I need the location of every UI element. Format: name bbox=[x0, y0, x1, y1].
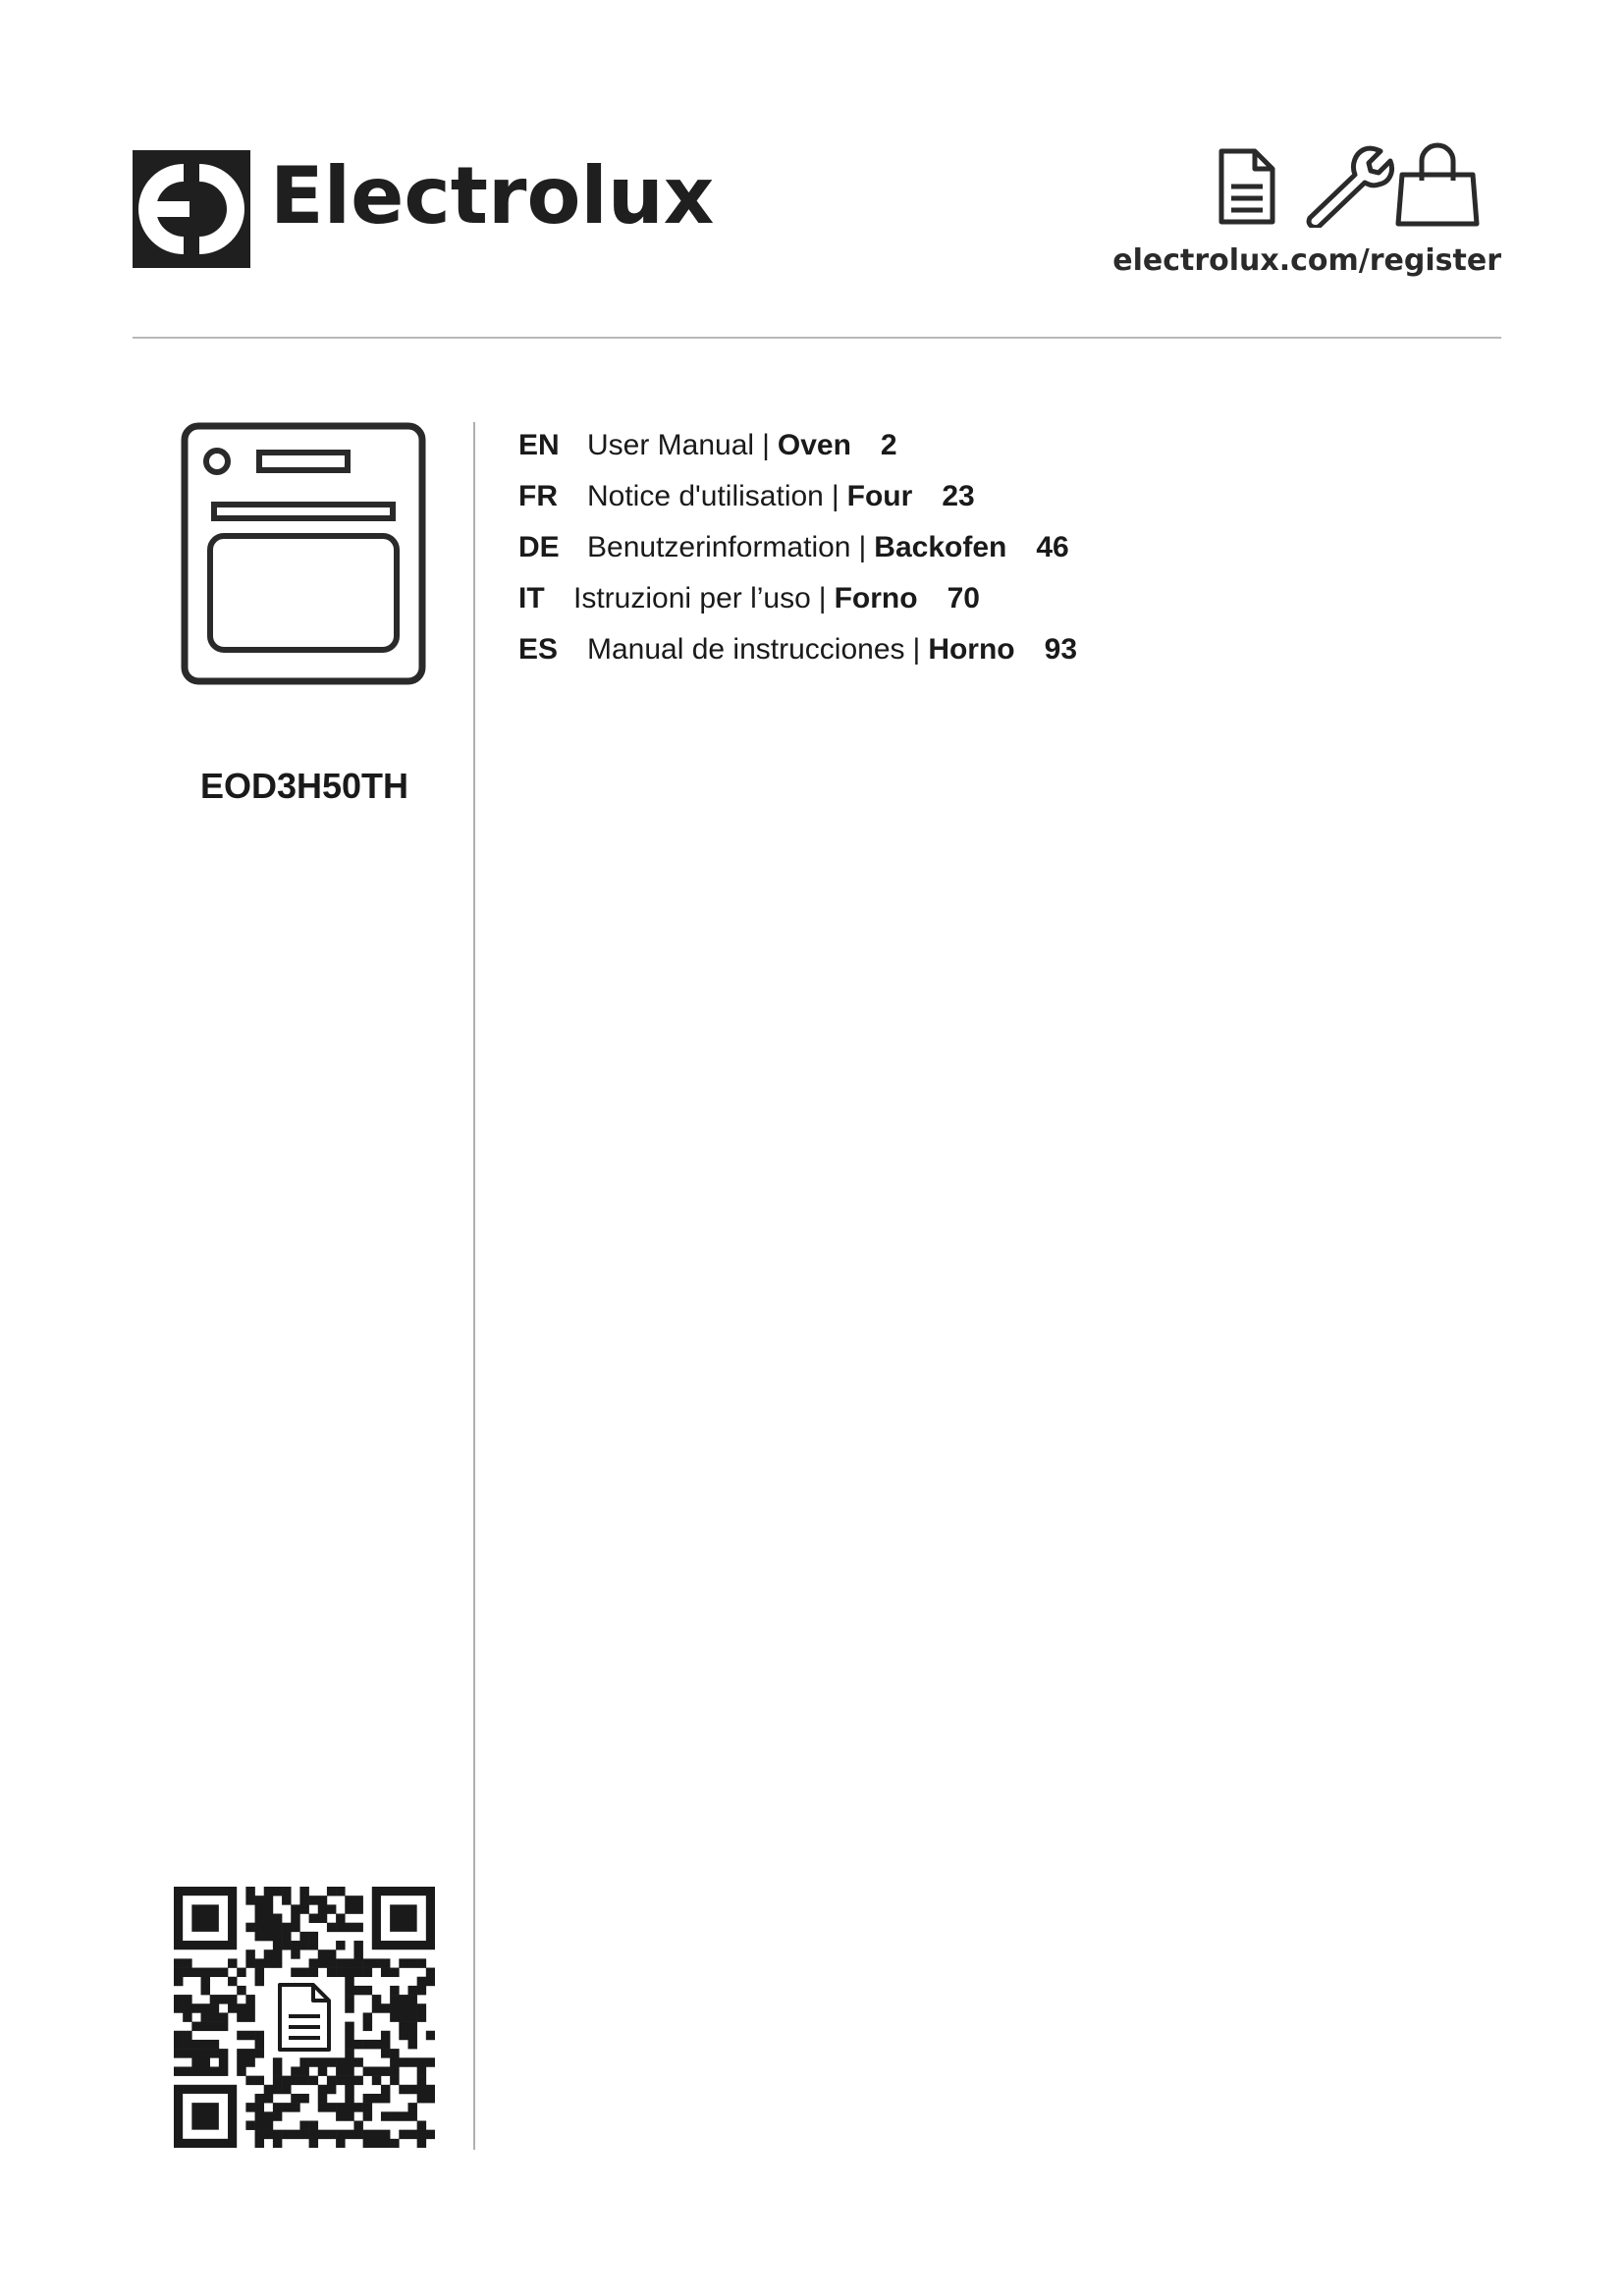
page-number: 70 bbox=[947, 582, 980, 614]
oven-icon bbox=[181, 422, 426, 685]
language-code: DE bbox=[518, 531, 560, 563]
document-icon bbox=[1221, 151, 1272, 222]
product-name: Backofen bbox=[874, 531, 1007, 563]
product-name: Oven bbox=[777, 429, 851, 461]
manual-title: Manual de instrucciones bbox=[587, 633, 905, 666]
language-code: EN bbox=[518, 429, 560, 461]
product-name: Forno bbox=[834, 582, 918, 614]
electrolux-logo-icon bbox=[133, 150, 250, 268]
brand-name: Electrolux bbox=[270, 150, 715, 241]
qr-code-icon[interactable] bbox=[174, 1887, 435, 2148]
shopping-bag-icon bbox=[1398, 145, 1477, 224]
language-list bbox=[518, 420, 1077, 675]
language-item-en[interactable] bbox=[518, 420, 1077, 471]
separator: | bbox=[912, 633, 921, 666]
separator: | bbox=[858, 531, 867, 563]
product-name: Four bbox=[846, 480, 913, 512]
language-code: ES bbox=[518, 633, 559, 666]
header-icons bbox=[1216, 137, 1481, 228]
page-number: 2 bbox=[880, 429, 897, 461]
language-item-de[interactable] bbox=[518, 522, 1077, 573]
product-name: Horno bbox=[928, 633, 1015, 666]
register-url[interactable]: electrolux.com/register bbox=[1112, 243, 1501, 278]
language-code: IT bbox=[518, 582, 545, 614]
manual-title: Benutzerinformation bbox=[587, 531, 851, 563]
separator: | bbox=[762, 429, 770, 461]
column-divider bbox=[473, 422, 475, 2150]
page-number: 23 bbox=[942, 480, 975, 512]
language-item-es[interactable] bbox=[518, 624, 1077, 675]
document-icon bbox=[280, 1985, 329, 2050]
manual-title: User Manual bbox=[587, 429, 755, 461]
page-number: 46 bbox=[1036, 531, 1069, 563]
language-item-fr[interactable] bbox=[518, 471, 1077, 522]
header-divider bbox=[133, 337, 1501, 339]
wrench-icon bbox=[1309, 148, 1391, 227]
model-number: EOD3H50TH bbox=[199, 766, 409, 806]
separator: | bbox=[831, 480, 839, 512]
language-code: FR bbox=[518, 480, 558, 512]
separator: | bbox=[818, 582, 827, 614]
manual-title: Notice d'utilisation bbox=[587, 480, 824, 512]
page-number: 93 bbox=[1044, 633, 1078, 666]
language-item-it[interactable] bbox=[518, 573, 1077, 624]
manual-title: Istruzioni per l’uso bbox=[573, 582, 811, 614]
